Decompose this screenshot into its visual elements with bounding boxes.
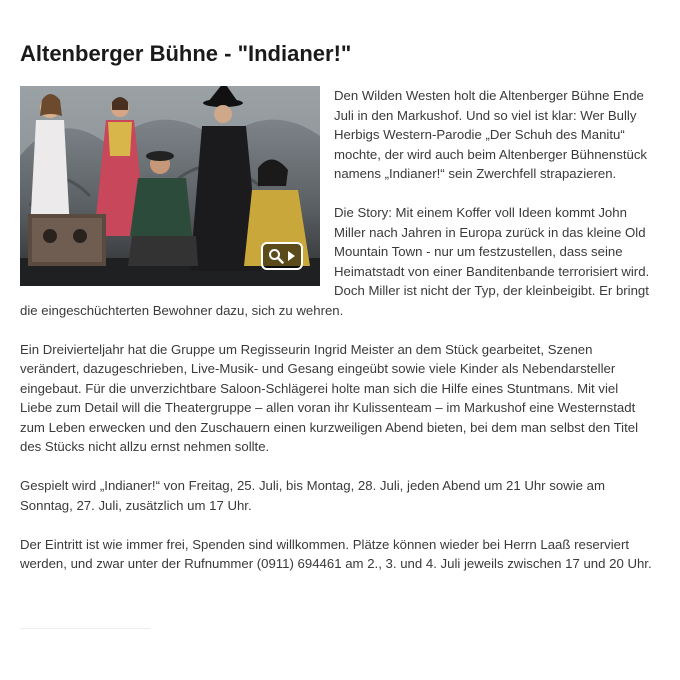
article-photo[interactable]: [20, 86, 320, 286]
paragraph-intro: Den Wilden Westen holt die Altenberger Bühne Ende Juli in den Markushof. Und so viel ist klar: Wer Bully Herbigs Western-Parodie „Der Schuh des Manitu“ mochte, der wird auch beim Altenberger Bühnenstück namens „Indianer!“ sein Zwerchfell strapazieren.: [334, 88, 648, 181]
image-zoom-button[interactable]: [261, 242, 303, 270]
article-body: [20, 86, 652, 574]
footer-divider: [20, 628, 150, 629]
paragraph-story: Die Story: Mit einem Koffer voll Ideen kommt John Miller nach Jahren in Europa zurück in das kleine Old Mountain Town - nur um festzustellen, dass seine Heimatstadt von einer Banditenbande terrorisiert wird. Doch Miller ist nicht der Typ, der kleinbeigibt. Er bringt die eingeschüchterten Bewohner dazu, sich zu wehren.: [20, 205, 650, 318]
article: [20, 40, 652, 593]
play-arrow-icon: [287, 250, 296, 262]
paragraph-production: Ein Dreivierteljahr hat die Gruppe um Regisseurin Ingrid Meister an dem Stück gearbeitet, Szenen verändert, dazugeschrieben, Live-Musik- und Gesang eingeübt sowie viele Kinder als Nebendarsteller eingebaut. Für die unverzichtbare Saloon-Schlägerei holte man sich die Hilfe eines Stuntmans. Mit viel Liebe zum Detail will die Theatergruppe – allen voran ihr Kulissenteam – im Markushof eine Westernstadt zum Leben erwecken und den Zuschauern einen kurzweiligen Abend bieten, bei dem man selbst den Titel des Stücks nicht allzu ernst nehmen sollte.: [20, 341, 639, 454]
paragraph-dates: Gespielt wird „Indianer!“ von Freitag, 25. Juli, bis Montag, 28. Juli, jeden Abend um 21 Uhr sowie am Sonntag, 27. Juli, zusätzlich um 17 Uhr.: [20, 478, 605, 513]
article-title: Altenberger Bühne - "Indianer!": [20, 41, 352, 66]
paragraph-admission: Der Eintritt ist wie immer frei, Spenden sind willkommen. Plätze können wieder bei Herrn Laaß reserviert werden, und zwar unter der Rufnummer (0911) 694461 am 2., 3. und 4. Juli jeweils zwischen 17 und 20 Uhr.: [20, 536, 652, 571]
magnifier-icon: [268, 248, 284, 264]
